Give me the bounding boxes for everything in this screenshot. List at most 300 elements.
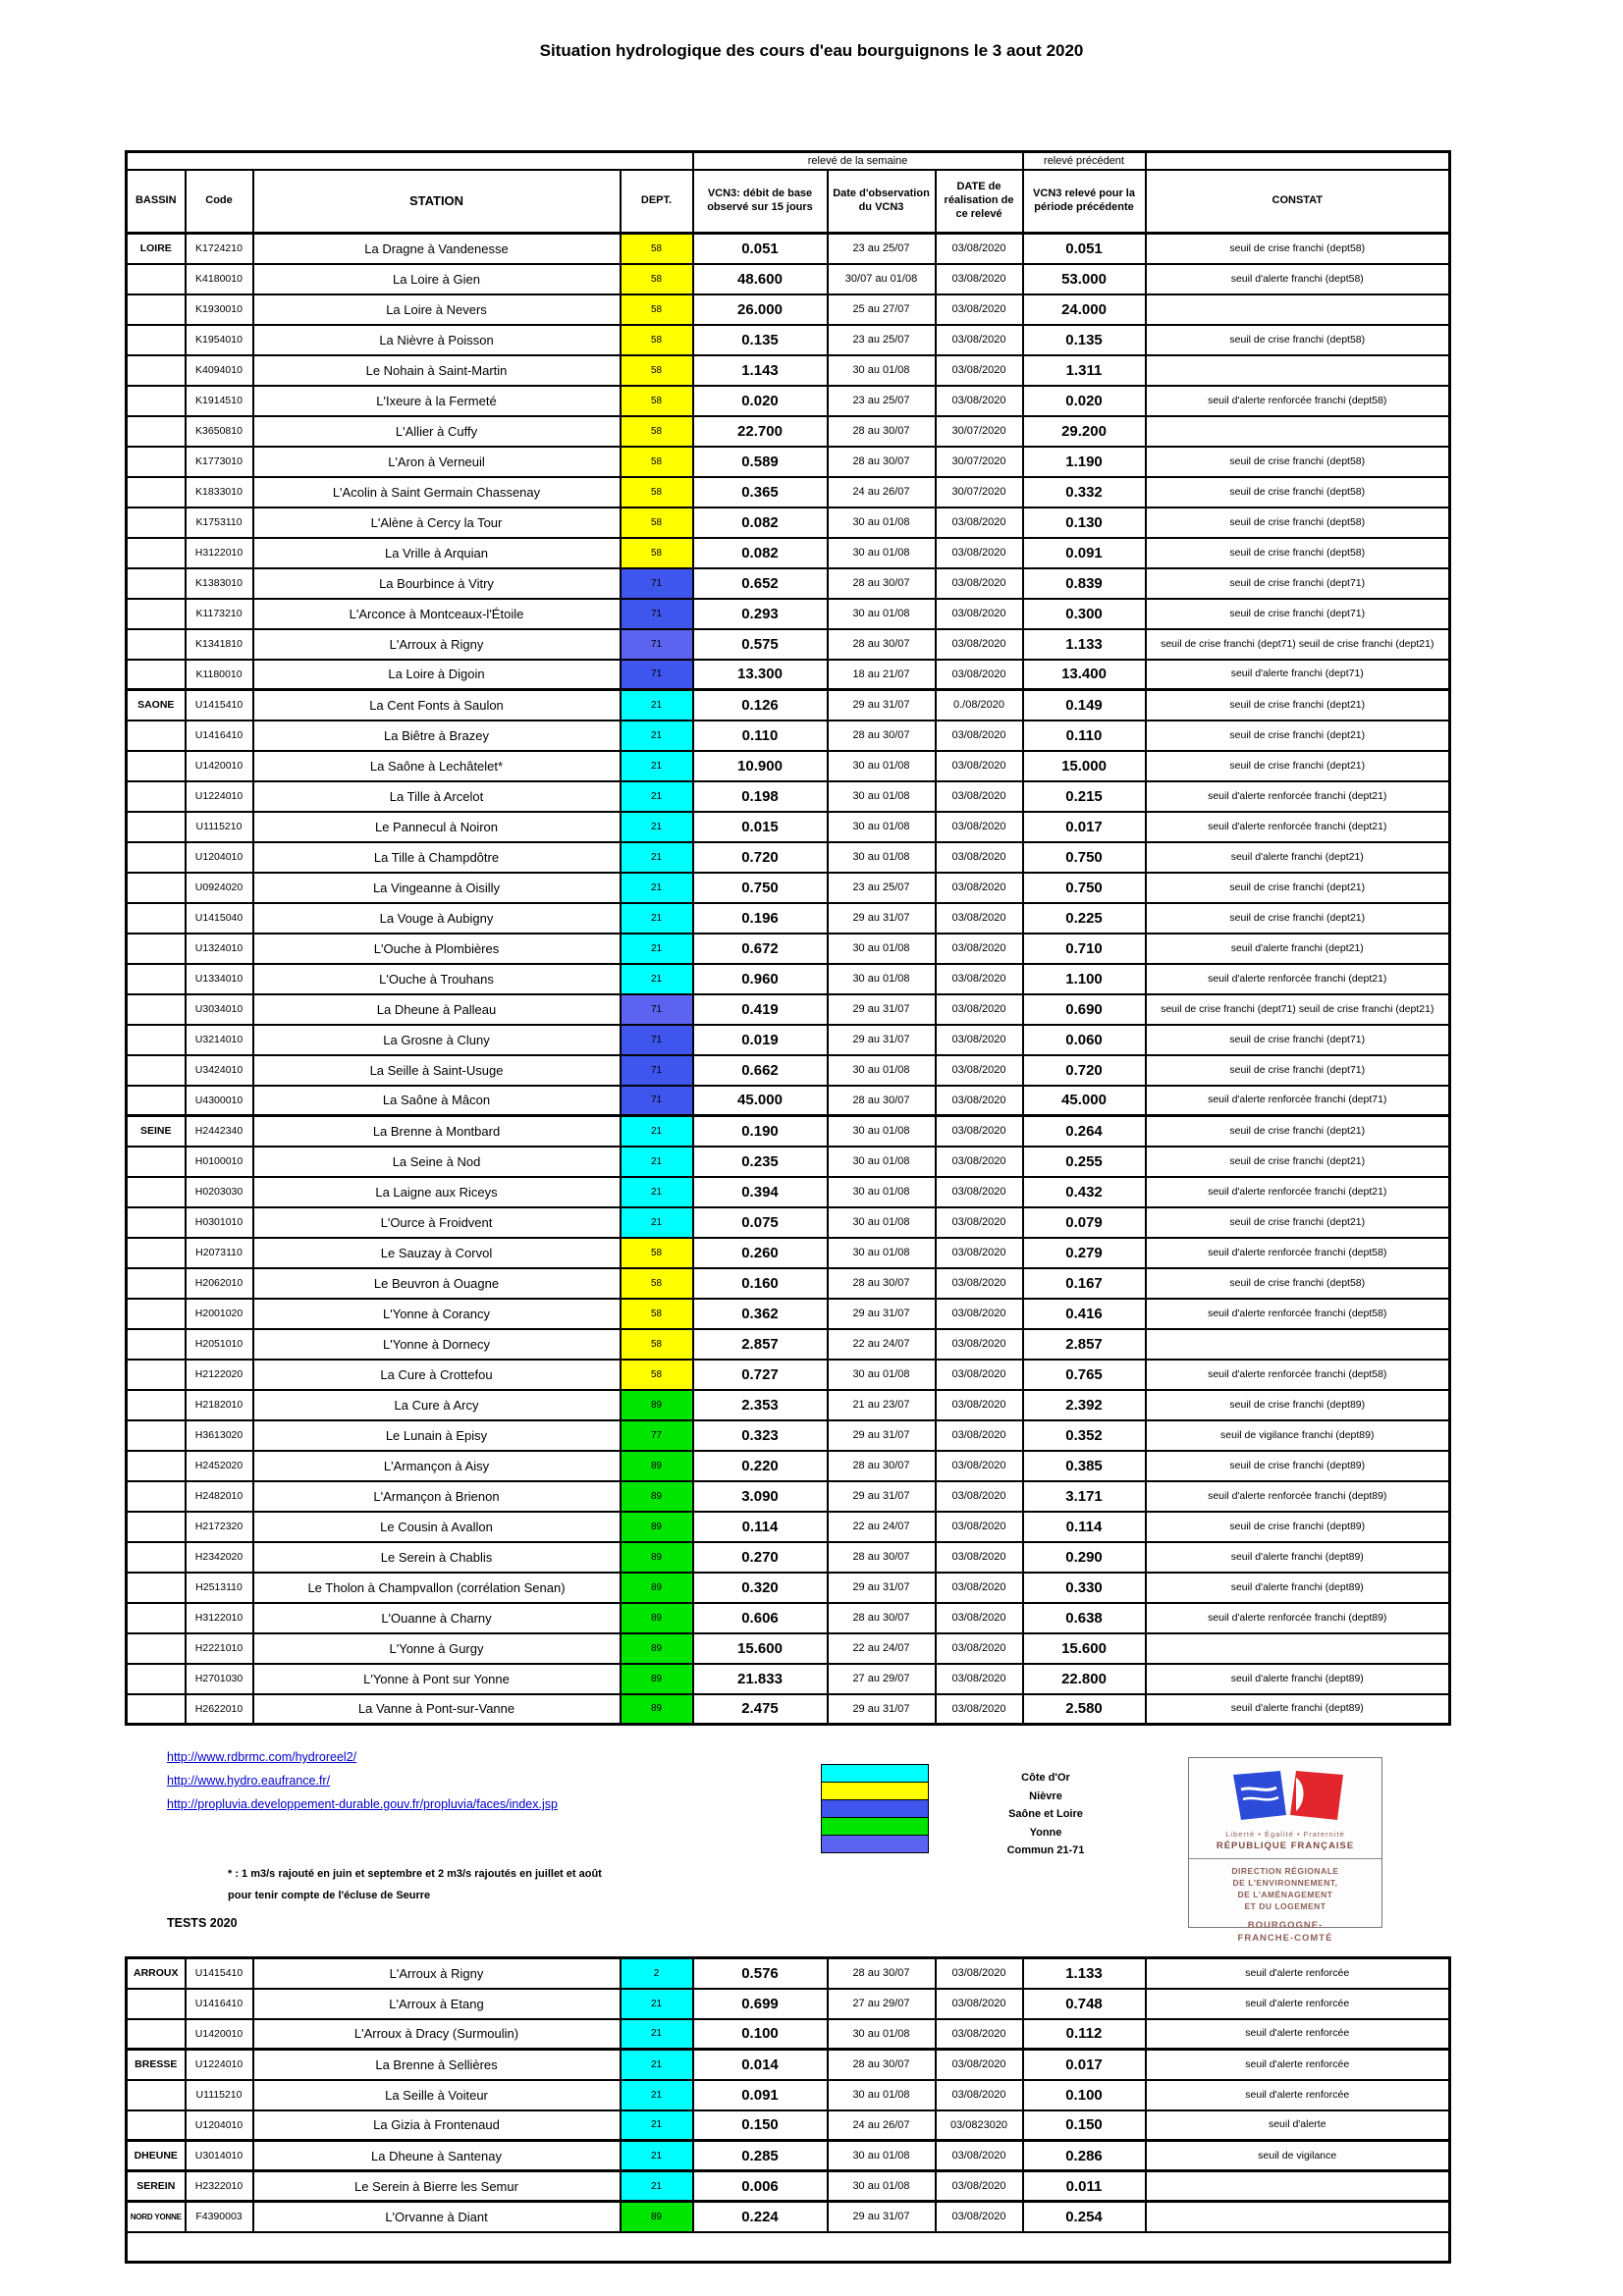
header-station: STATION [253,170,621,234]
vcn3-precedent-cell: 0.114 [1023,1512,1146,1542]
constat-cell: seuil de crise franchi (dept21) [1146,1147,1450,1177]
date-observation-cell: 28 au 30/07 [828,1958,936,1989]
table-row [127,386,1450,416]
vcn3-cell: 0.394 [693,1177,828,1207]
vcn3-cell: 0.075 [693,1207,828,1238]
code-cell: K1341810 [186,629,253,660]
station-cell: La Bourbince à Vitry [253,568,621,599]
constat-cell: seuil de crise franchi (dept21) [1146,873,1450,903]
code-cell: K1724210 [186,234,253,264]
vcn3-precedent-cell: 2.857 [1023,1329,1146,1360]
dept-cell: 77 [621,1420,693,1451]
vcn3-cell: 21.833 [693,1664,828,1694]
station-cell: L'Yonne à Corancy [253,1299,621,1329]
vcn3-cell: 0.190 [693,1116,828,1147]
station-cell: L'Yonne à Dornecy [253,1329,621,1360]
constat-cell: seuil d'alerte franchi (dept71) [1146,660,1450,690]
dept-cell: 21 [621,873,693,903]
constat-cell [1146,2202,1450,2232]
station-cell: La Biêtre à Brazey [253,721,621,751]
vcn3-precedent-cell: 0.255 [1023,1147,1146,1177]
logo-direction-regionale [1189,1865,1381,1912]
date-observation-cell: 22 au 24/07 [828,1329,936,1360]
dept-cell: 58 [621,477,693,507]
table-row [127,690,1450,721]
date-observation-cell: 28 au 30/07 [828,2050,936,2080]
bassin-cell [127,903,186,934]
vcn3-cell: 1.143 [693,355,828,386]
station-cell: La Vingeanne à Oisilly [253,873,621,903]
vcn3-cell: 0.014 [693,2050,828,2080]
station-cell: L'Yonne à Gurgy [253,1633,621,1664]
station-cell: L'Yonne à Pont sur Yonne [253,1664,621,1694]
date-realisation-cell: 03/08/2020 [936,1664,1023,1694]
station-cell: Le Nohain à Saint-Martin [253,355,621,386]
bassin-cell [127,1268,186,1299]
table-row [127,2110,1450,2141]
station-cell: L'Arconce à Montceaux-l'Étoile [253,599,621,629]
station-cell: La Loire à Gien [253,264,621,294]
vcn3-precedent-cell: 0.254 [1023,2202,1146,2232]
vcn3-precedent-cell: 1.311 [1023,355,1146,386]
station-cell: La Brenne à Montbard [253,1116,621,1147]
date-realisation-cell: 03/08/2020 [936,873,1023,903]
code-cell: U3034010 [186,994,253,1025]
constat-cell [1146,2171,1450,2202]
bassin-cell [127,1451,186,1481]
table-row [127,355,1450,386]
logo-org-line: DE L'ENVIRONNEMENT, [1232,1878,1338,1888]
code-cell: H2442340 [186,1116,253,1147]
station-cell: La Loire à Digoin [253,660,621,690]
date-observation-cell: 30 au 01/08 [828,2080,936,2110]
vcn3-cell: 0.126 [693,690,828,721]
bassin-cell [127,1633,186,1664]
logo-republique-francaise: RÉPUBLIQUE FRANÇAISE [1216,1841,1355,1851]
bassin-cell [127,477,186,507]
table-row [127,629,1450,660]
date-observation-cell: 29 au 31/07 [828,690,936,721]
dept-cell: 58 [621,1238,693,1268]
link-propluvia[interactable]: http://propluvia.developpement-durable.gouv.fr/propluvia/faces/index.jsp [167,1797,558,1811]
vcn3-precedent-cell: 0.286 [1023,2141,1146,2171]
code-cell: K1773010 [186,447,253,477]
code-cell: U3424010 [186,1055,253,1086]
date-observation-cell: 30/07 au 01/08 [828,264,936,294]
date-observation-cell: 18 au 21/07 [828,660,936,690]
date-observation-cell: 28 au 30/07 [828,1451,936,1481]
code-cell: U1115210 [186,812,253,842]
code-cell: H2001020 [186,1299,253,1329]
date-observation-cell: 28 au 30/07 [828,447,936,477]
dept-cell: 89 [621,1390,693,1420]
constat-cell: seuil de crise franchi (dept71) [1146,1055,1450,1086]
bassin-cell [127,842,186,873]
date-realisation-cell: 03/08/2020 [936,264,1023,294]
legend-labels [957,1769,1134,1860]
footnote [228,1863,602,1906]
station-cell: L'Armançon à Aisy [253,1451,621,1481]
dreal-logo-box [1188,1757,1382,1944]
date-realisation-cell: 03/08/2020 [936,2050,1023,2080]
logo-divider [1189,1858,1381,1859]
table-row [127,2080,1450,2110]
dept-cell: 21 [621,781,693,812]
table-row [127,325,1450,355]
table-row [127,1025,1450,1055]
vcn3-cell: 0.320 [693,1573,828,1603]
bassin-cell [127,1360,186,1390]
dept-cell: 58 [621,1329,693,1360]
table-row [127,903,1450,934]
date-realisation-cell: 30/07/2020 [936,447,1023,477]
station-cell: L'Allier à Cuffy [253,416,621,447]
table-row [127,538,1450,568]
constat-cell: seuil de vigilance franchi (dept89) [1146,1420,1450,1451]
date-realisation-cell: 03/08/2020 [936,2141,1023,2171]
dept-cell: 58 [621,264,693,294]
date-realisation-cell: 03/08/2020 [936,1360,1023,1390]
dept-cell: 58 [621,447,693,477]
header-dept: DEPT. [621,170,693,234]
dept-cell: 21 [621,2141,693,2171]
code-cell: U1115210 [186,2080,253,2110]
header-vcn3-precedent: VCN3 relevé pour la période précédente [1023,170,1146,234]
date-observation-cell: 28 au 30/07 [828,721,936,751]
table-row [127,1268,1450,1299]
date-realisation-cell: 03/08/2020 [936,1147,1023,1177]
table-row [127,1958,1450,1989]
vcn3-precedent-cell: 0.017 [1023,2050,1146,2080]
date-observation-cell: 24 au 26/07 [828,2110,936,2141]
date-observation-cell: 28 au 30/07 [828,629,936,660]
date-observation-cell: 30 au 01/08 [828,599,936,629]
date-realisation-cell: 03/08/2020 [936,1390,1023,1420]
code-cell: U4300010 [186,1086,253,1116]
vcn3-cell: 0.727 [693,1360,828,1390]
date-realisation-cell: 03/08/2020 [936,1451,1023,1481]
date-realisation-cell: 03/08/2020 [936,2202,1023,2232]
logo-region-name [1189,1919,1381,1945]
table-row [127,1451,1450,1481]
table-row [127,1360,1450,1390]
table-row [127,1573,1450,1603]
vcn3-precedent-cell: 3.171 [1023,1481,1146,1512]
date-realisation-cell: 03/08/2020 [936,1481,1023,1512]
vcn3-precedent-cell: 0.720 [1023,1055,1146,1086]
date-observation-cell: 30 au 01/08 [828,842,936,873]
dept-cell: 21 [621,1989,693,2019]
legend-swatch [821,1817,929,1836]
code-cell: H3613020 [186,1420,253,1451]
code-cell: H3122010 [186,538,253,568]
table-row [127,416,1450,447]
date-realisation-cell: 03/08/2020 [936,1299,1023,1329]
vcn3-cell: 0.135 [693,325,828,355]
header-code: Code [186,170,253,234]
station-cell: La Tille à Champdôtre [253,842,621,873]
dept-cell: 58 [621,538,693,568]
vcn3-precedent-cell: 0.690 [1023,994,1146,1025]
constat-cell: seuil d'alerte renforcée franchi (dept21) [1146,964,1450,994]
station-cell: La Loire à Nevers [253,294,621,325]
station-cell: L'Arroux à Dracy (Surmoulin) [253,2019,621,2050]
constat-cell: seuil de crise franchi (dept58) [1146,234,1450,264]
empty-row [127,2232,1450,2263]
vcn3-cell: 0.750 [693,873,828,903]
link-hydroreel[interactable]: http://www.rdbrmc.com/hydroreel2/ [167,1750,357,1764]
vcn3-cell: 26.000 [693,294,828,325]
vcn3-cell: 0.699 [693,1989,828,2019]
bassin-cell [127,1603,186,1633]
vcn3-cell: 0.606 [693,1603,828,1633]
table-row [127,1989,1450,2019]
table-row [127,2019,1450,2050]
footnote-line-2: pour tenir compte de l'écluse de Seurre [228,1890,431,1901]
bassin-cell [127,1542,186,1573]
dept-cell: 89 [621,1633,693,1664]
bassin-cell [127,1177,186,1207]
bassin-cell: ARROUX [127,1958,186,1989]
dept-cell: 58 [621,294,693,325]
dept-cell: 21 [621,2080,693,2110]
station-cell: La Tille à Arcelot [253,781,621,812]
vcn3-precedent-cell: 1.133 [1023,629,1146,660]
dept-cell: 71 [621,629,693,660]
bassin-cell: LOIRE [127,234,186,264]
vcn3-cell: 0.662 [693,1055,828,1086]
vcn3-precedent-cell: 1.190 [1023,447,1146,477]
date-realisation-cell: 03/08/2020 [936,1420,1023,1451]
vcn3-precedent-cell: 15.600 [1023,1633,1146,1664]
date-observation-cell: 27 au 29/07 [828,1989,936,2019]
code-cell: U1416410 [186,721,253,751]
constat-cell: seuil d'alerte renforcée franchi (dept58) [1146,1238,1450,1268]
constat-cell: seuil de crise franchi (dept58) [1146,325,1450,355]
station-cell: La Vrille à Arquian [253,538,621,568]
code-cell: H2062010 [186,1268,253,1299]
vcn3-precedent-cell: 0.330 [1023,1573,1146,1603]
header-date-realisation: DATE de réalisation de ce relevé [936,170,1023,234]
vcn3-cell: 0.362 [693,1299,828,1329]
code-cell: H3122010 [186,1603,253,1633]
bassin-cell: NORD YONNE [127,2202,186,2232]
page-title: Situation hydrologique des cours d'eau bourguignons le 3 aout 2020 [539,41,1084,60]
constat-cell: seuil d'alerte franchi (dept21) [1146,842,1450,873]
station-cell: Le Lunain à Episy [253,1420,621,1451]
dept-cell: 89 [621,1664,693,1694]
code-cell: H2342020 [186,1542,253,1573]
station-cell: La Saône à Lechâtelet* [253,751,621,781]
bassin-cell [127,812,186,842]
constat-cell: seuil d'alerte renforcée [1146,1958,1450,1989]
vcn3-cell: 0.293 [693,599,828,629]
code-cell: K1930010 [186,294,253,325]
station-cell: La Grosne à Cluny [253,1025,621,1055]
date-realisation-cell: 03/08/2020 [936,964,1023,994]
constat-cell: seuil de crise franchi (dept71) [1146,568,1450,599]
code-cell: H2182010 [186,1390,253,1420]
station-cell: L'Ouanne à Charny [253,1603,621,1633]
date-realisation-cell: 03/08/2020 [936,507,1023,538]
bassin-cell [127,294,186,325]
vcn3-cell: 2.353 [693,1390,828,1420]
vcn3-precedent-cell: 0.149 [1023,690,1146,721]
dept-cell: 71 [621,599,693,629]
code-cell: H2073110 [186,1238,253,1268]
code-cell: H0100010 [186,1147,253,1177]
vcn3-precedent-cell: 0.225 [1023,903,1146,934]
dept-cell: 21 [621,721,693,751]
table-row [127,1512,1450,1542]
vcn3-cell: 0.100 [693,2019,828,2050]
dept-cell: 58 [621,234,693,264]
date-realisation-cell: 03/08/2020 [936,1207,1023,1238]
code-cell: K4180010 [186,264,253,294]
constat-cell: seuil de crise franchi (dept71) seuil de crise franchi (dept21) [1146,629,1450,660]
bassin-cell [127,781,186,812]
bassin-cell [127,1573,186,1603]
logo-org-line: ET DU LOGEMENT [1244,1901,1326,1911]
constat-cell [1146,294,1450,325]
vcn3-cell: 10.900 [693,751,828,781]
table-row [127,568,1450,599]
station-cell: L'Arroux à Rigny [253,629,621,660]
station-cell: L'Arroux à Rigny [253,1958,621,1989]
table-row [127,964,1450,994]
vcn3-cell: 15.600 [693,1633,828,1664]
vcn3-precedent-cell: 0.167 [1023,1268,1146,1299]
date-realisation-cell: 03/08/2020 [936,325,1023,355]
vcn3-precedent-cell: 53.000 [1023,264,1146,294]
code-cell: H2051010 [186,1329,253,1360]
station-cell: L'Ixeure à la Fermeté [253,386,621,416]
vcn3-precedent-cell: 0.079 [1023,1207,1146,1238]
vcn3-precedent-cell: 0.710 [1023,934,1146,964]
dept-cell: 89 [621,1451,693,1481]
bassin-cell [127,568,186,599]
table-row [127,934,1450,964]
tests-table [125,1956,1451,2264]
band-empty-right [1146,152,1450,171]
table-row [127,1481,1450,1512]
date-observation-cell: 27 au 29/07 [828,1664,936,1694]
constat-cell: seuil de crise franchi (dept58) [1146,477,1450,507]
date-realisation-cell: 03/0823020 [936,2110,1023,2141]
dept-cell: 89 [621,1481,693,1512]
vcn3-cell: 0.220 [693,1451,828,1481]
date-realisation-cell: 03/08/2020 [936,1694,1023,1725]
vcn3-cell: 13.300 [693,660,828,690]
station-cell: La Saône à Mâcon [253,1086,621,1116]
date-observation-cell: 28 au 30/07 [828,1542,936,1573]
code-cell: K1173210 [186,599,253,629]
date-realisation-cell: 03/08/2020 [936,1025,1023,1055]
vcn3-precedent-cell: 1.100 [1023,964,1146,994]
constat-cell: seuil de crise franchi (dept71) [1146,599,1450,629]
logo-org-line: DIRECTION RÉGIONALE [1231,1866,1339,1876]
vcn3-precedent-cell: 2.392 [1023,1390,1146,1420]
vcn3-cell: 0.150 [693,2110,828,2141]
constat-cell: seuil d'alerte renforcée franchi (dept71) [1146,1086,1450,1116]
constat-cell: seuil d'alerte renforcée franchi (dept89) [1146,1481,1450,1512]
station-cell: La Cent Fonts à Saulon [253,690,621,721]
station-cell: La Dragne à Vandenesse [253,234,621,264]
bassin-cell [127,629,186,660]
vcn3-precedent-cell: 0.091 [1023,538,1146,568]
date-realisation-cell: 03/08/2020 [936,2019,1023,2050]
date-realisation-cell: 03/08/2020 [936,1633,1023,1664]
code-cell: U1420010 [186,751,253,781]
dept-cell: 58 [621,355,693,386]
table-row [127,1177,1450,1207]
legend-swatch [821,1835,929,1853]
code-cell: K1753110 [186,507,253,538]
vcn3-cell: 0.576 [693,1958,828,1989]
date-realisation-cell: 03/08/2020 [936,1086,1023,1116]
date-realisation-cell: 03/08/2020 [936,934,1023,964]
bassin-cell [127,1481,186,1512]
dept-cell: 71 [621,1086,693,1116]
dept-cell: 71 [621,660,693,690]
table-row [127,842,1450,873]
link-hydro-eaufrance[interactable]: http://www.hydro.eaufrance.fr/ [167,1774,331,1788]
table-row [127,2141,1450,2171]
table-row [127,1694,1450,1725]
code-cell: H2513110 [186,1573,253,1603]
station-cell: La Brenne à Sellières [253,2050,621,2080]
date-observation-cell: 30 au 01/08 [828,1177,936,1207]
vcn3-precedent-cell: 0.060 [1023,1025,1146,1055]
bassin-cell [127,538,186,568]
tests-2020-label: TESTS 2020 [167,1916,238,1930]
bassin-cell [127,1989,186,2019]
table-row [127,994,1450,1025]
table-row [127,873,1450,903]
vcn3-cell: 0.196 [693,903,828,934]
dept-cell: 89 [621,1694,693,1725]
dept-cell: 21 [621,842,693,873]
code-cell: H2172320 [186,1512,253,1542]
constat-cell: seuil d'alerte [1146,2110,1450,2141]
table-row [127,1420,1450,1451]
station-cell: La Gizia à Frontenaud [253,2110,621,2141]
date-realisation-cell: 03/08/2020 [936,629,1023,660]
constat-cell: seuil de crise franchi (dept21) [1146,1116,1450,1147]
vcn3-precedent-cell: 29.200 [1023,416,1146,447]
bassin-cell [127,1025,186,1055]
bassin-cell [127,1329,186,1360]
station-cell: La Cure à Crottefou [253,1360,621,1390]
date-observation-cell: 29 au 31/07 [828,1025,936,1055]
date-realisation-cell: 03/08/2020 [936,903,1023,934]
legend-label: Yonne [1029,1826,1062,1839]
vcn3-precedent-cell: 13.400 [1023,660,1146,690]
date-observation-cell: 28 au 30/07 [828,568,936,599]
date-observation-cell: 28 au 30/07 [828,416,936,447]
code-cell: U0924020 [186,873,253,903]
vcn3-precedent-cell: 0.215 [1023,781,1146,812]
vcn3-precedent-cell: 0.011 [1023,2171,1146,2202]
code-cell: H2122020 [186,1360,253,1390]
code-cell: K1180010 [186,660,253,690]
vcn3-precedent-cell: 0.765 [1023,1360,1146,1390]
table-row [127,599,1450,629]
table-row [127,1542,1450,1573]
table-row [127,2202,1450,2232]
date-realisation-cell: 03/08/2020 [936,294,1023,325]
table-row [127,1329,1450,1360]
